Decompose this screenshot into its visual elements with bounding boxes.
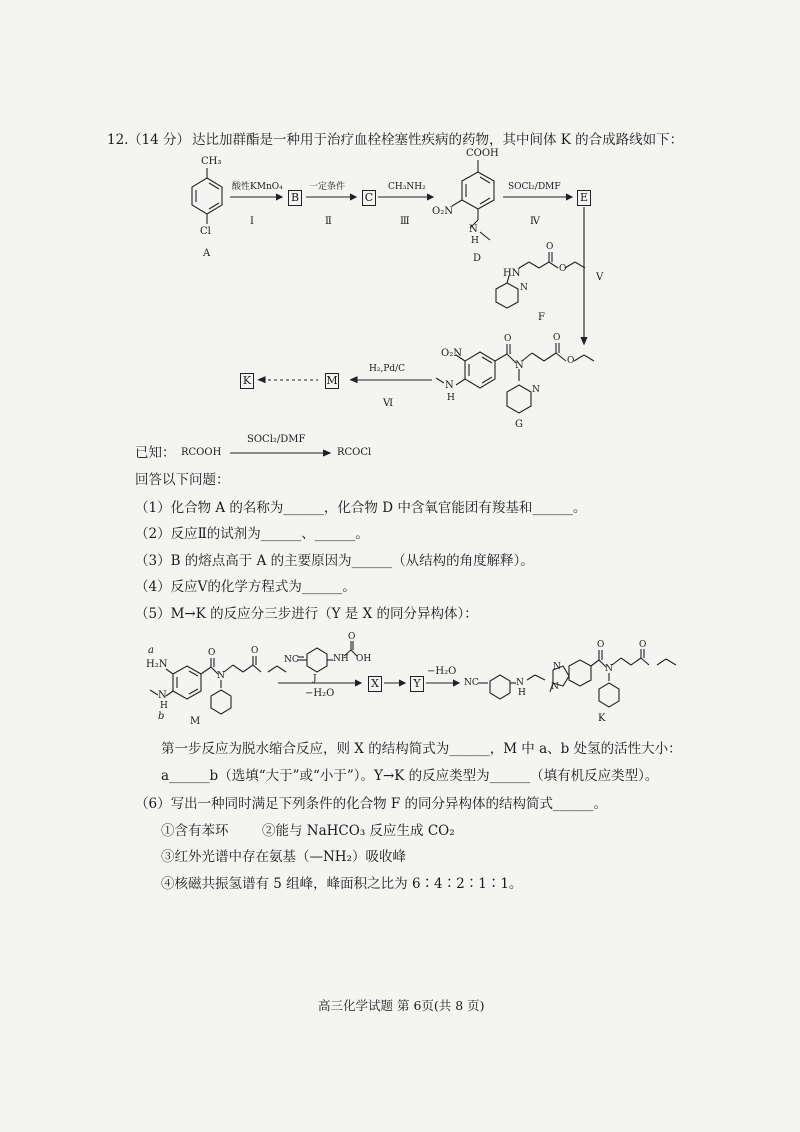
benzene-ring-k bbox=[490, 675, 510, 699]
step-roman-2: Ⅱ bbox=[325, 216, 332, 227]
reagent-ch3nh2: CH₃NH₂ bbox=[388, 182, 426, 192]
step-roman-3: Ⅲ bbox=[400, 216, 410, 227]
question-5-line-2: a______b（选填“大于”或“小于”）。Y→K 的反应类型为______（填有机反应类型）。 bbox=[161, 768, 659, 784]
f-o-side: O bbox=[559, 264, 567, 274]
compound-j-label: J bbox=[313, 674, 317, 684]
m-nh: N bbox=[158, 690, 167, 701]
d-h: H bbox=[471, 236, 479, 246]
question-1: （1）化合物 A 的名称为______，化合物 D 中含氧官能团有羧基和______。 bbox=[135, 500, 587, 516]
g-o-ester: O bbox=[567, 356, 575, 366]
k-nh: N bbox=[516, 678, 524, 688]
j-nc: NC bbox=[284, 655, 299, 665]
known-reactant: RCOOH bbox=[181, 447, 222, 458]
g-o-top: O bbox=[504, 334, 512, 344]
d-no2: O₂N bbox=[432, 206, 453, 217]
benzene-ring-d bbox=[462, 172, 494, 209]
step-roman-1: I bbox=[250, 216, 254, 227]
step-roman-5: V bbox=[596, 272, 604, 283]
compound-f-label: F bbox=[538, 312, 545, 323]
m-a-marker: a bbox=[148, 645, 154, 656]
compound-m-label: M bbox=[190, 716, 201, 727]
k-h: H bbox=[518, 688, 526, 698]
compound-k-box: K bbox=[240, 373, 254, 389]
j-nh: NH bbox=[333, 654, 349, 664]
m-o-ester: O bbox=[251, 646, 259, 656]
f-hn: HN bbox=[503, 268, 521, 279]
water-loss-2: −H₂O bbox=[427, 666, 457, 677]
m-h2n: H₂N bbox=[146, 659, 168, 670]
known-product: RCOCl bbox=[337, 447, 372, 458]
compound-e-box: E bbox=[577, 190, 591, 206]
a-cl: Cl bbox=[200, 226, 211, 237]
reagent-h2-pdc: H₂,Pd/C bbox=[369, 364, 406, 374]
g-n: N bbox=[515, 360, 524, 371]
m-b-marker: b bbox=[158, 711, 165, 722]
m-n: N bbox=[217, 671, 225, 681]
compound-b-box: B bbox=[288, 190, 302, 206]
g-nh: N bbox=[445, 380, 454, 391]
question-6: （6）写出一种同时满足下列条件的化合物 F 的同分异构体的结构简式______。 bbox=[135, 796, 608, 812]
compound-g-label: G bbox=[515, 419, 523, 430]
step-roman-4: Ⅳ bbox=[530, 216, 540, 227]
compound-x-box: X bbox=[368, 676, 382, 692]
k-n3: N bbox=[605, 664, 613, 674]
pyridine-ring-f bbox=[496, 283, 518, 308]
known-prefix: 已知： bbox=[135, 445, 176, 461]
pyridine-ring-m bbox=[211, 690, 231, 714]
page-footer: 高三化学试题 第 6页(共 8 页) bbox=[318, 998, 485, 1013]
condition-2: ②能与 NaHCO₃ 反应生成 CO₂ bbox=[262, 823, 455, 839]
compound-k-label: K bbox=[598, 713, 606, 724]
pyridine-ring-k bbox=[599, 683, 619, 707]
f-n: N bbox=[520, 283, 528, 293]
d-cooh: COOH bbox=[466, 148, 499, 159]
g-h: H bbox=[447, 393, 455, 403]
g-n-py: N bbox=[532, 385, 540, 395]
answer-prompt: 回答以下问题： bbox=[135, 472, 230, 488]
g-o-ester-top: O bbox=[553, 333, 561, 343]
condition-1: ①含有苯环 bbox=[161, 823, 229, 839]
d-nh: N bbox=[469, 224, 478, 235]
a-ch3: CH₃ bbox=[201, 156, 222, 167]
compound-m-box: M bbox=[326, 374, 338, 387]
question-4: （4）反应Ⅴ的化学方程式为______。 bbox=[135, 579, 356, 595]
compound-a-label: A bbox=[203, 248, 211, 259]
question-5-line-1: 第一步反应为脱水缩合反应，则 X 的结构简式为______，M 中 a、b 处氢的活性大小： bbox=[161, 741, 682, 757]
reagent-condition: 一定条件 bbox=[309, 182, 346, 192]
water-loss-1: −H₂O bbox=[305, 688, 335, 699]
step-roman-6: Ⅵ bbox=[383, 398, 394, 409]
f-o-top: O bbox=[546, 242, 554, 252]
j-o: O bbox=[348, 632, 356, 642]
reagent-kmno4: 酸性KMnO₄ bbox=[232, 182, 283, 192]
question-3: （3）B 的熔点高于 A 的主要原因为______（从结构的角度解释）。 bbox=[135, 553, 534, 569]
condition-4: ④核磁共振氢谱有 5 组峰，峰面积之比为 6∶4∶2∶1∶1。 bbox=[161, 876, 523, 892]
j-oh: OH bbox=[356, 654, 372, 664]
compound-d-label: D bbox=[473, 253, 482, 264]
question-2: （2）反应Ⅱ的试剂为______、______。 bbox=[135, 526, 369, 542]
question-points: （14 分） bbox=[128, 132, 190, 148]
g-no2: O₂N bbox=[441, 348, 462, 359]
k-o: O bbox=[597, 640, 605, 650]
known-reagent: SOCl₂/DMF bbox=[247, 434, 306, 445]
benzene-ring-k2 bbox=[569, 660, 591, 686]
reagent-socl2: SOCl₂/DMF bbox=[508, 182, 561, 192]
question-number: 12. bbox=[107, 132, 129, 148]
m-o: O bbox=[208, 648, 216, 658]
k-nc: NC bbox=[464, 678, 479, 688]
benzene-ring-j bbox=[307, 648, 327, 672]
question-5: （5）M→K 的反应分三步进行（Y 是 X 的同分异构体）： bbox=[135, 606, 478, 622]
condition-3: ③红外光谱中存在氨基（—NH₂）吸收峰 bbox=[161, 849, 406, 865]
k-o2: O bbox=[639, 640, 647, 650]
pyridine-ring-g bbox=[507, 385, 531, 413]
compound-c-box: C bbox=[362, 190, 376, 206]
compound-y-box: Y bbox=[410, 676, 424, 692]
m-h: H bbox=[160, 701, 168, 711]
k-n1: N bbox=[553, 662, 561, 672]
k-n2: N bbox=[551, 682, 559, 692]
question-intro: 达比加群酯是一种用于治疗血栓栓塞性疾病的药物，其中间体 K 的合成路线如下： bbox=[192, 132, 684, 148]
